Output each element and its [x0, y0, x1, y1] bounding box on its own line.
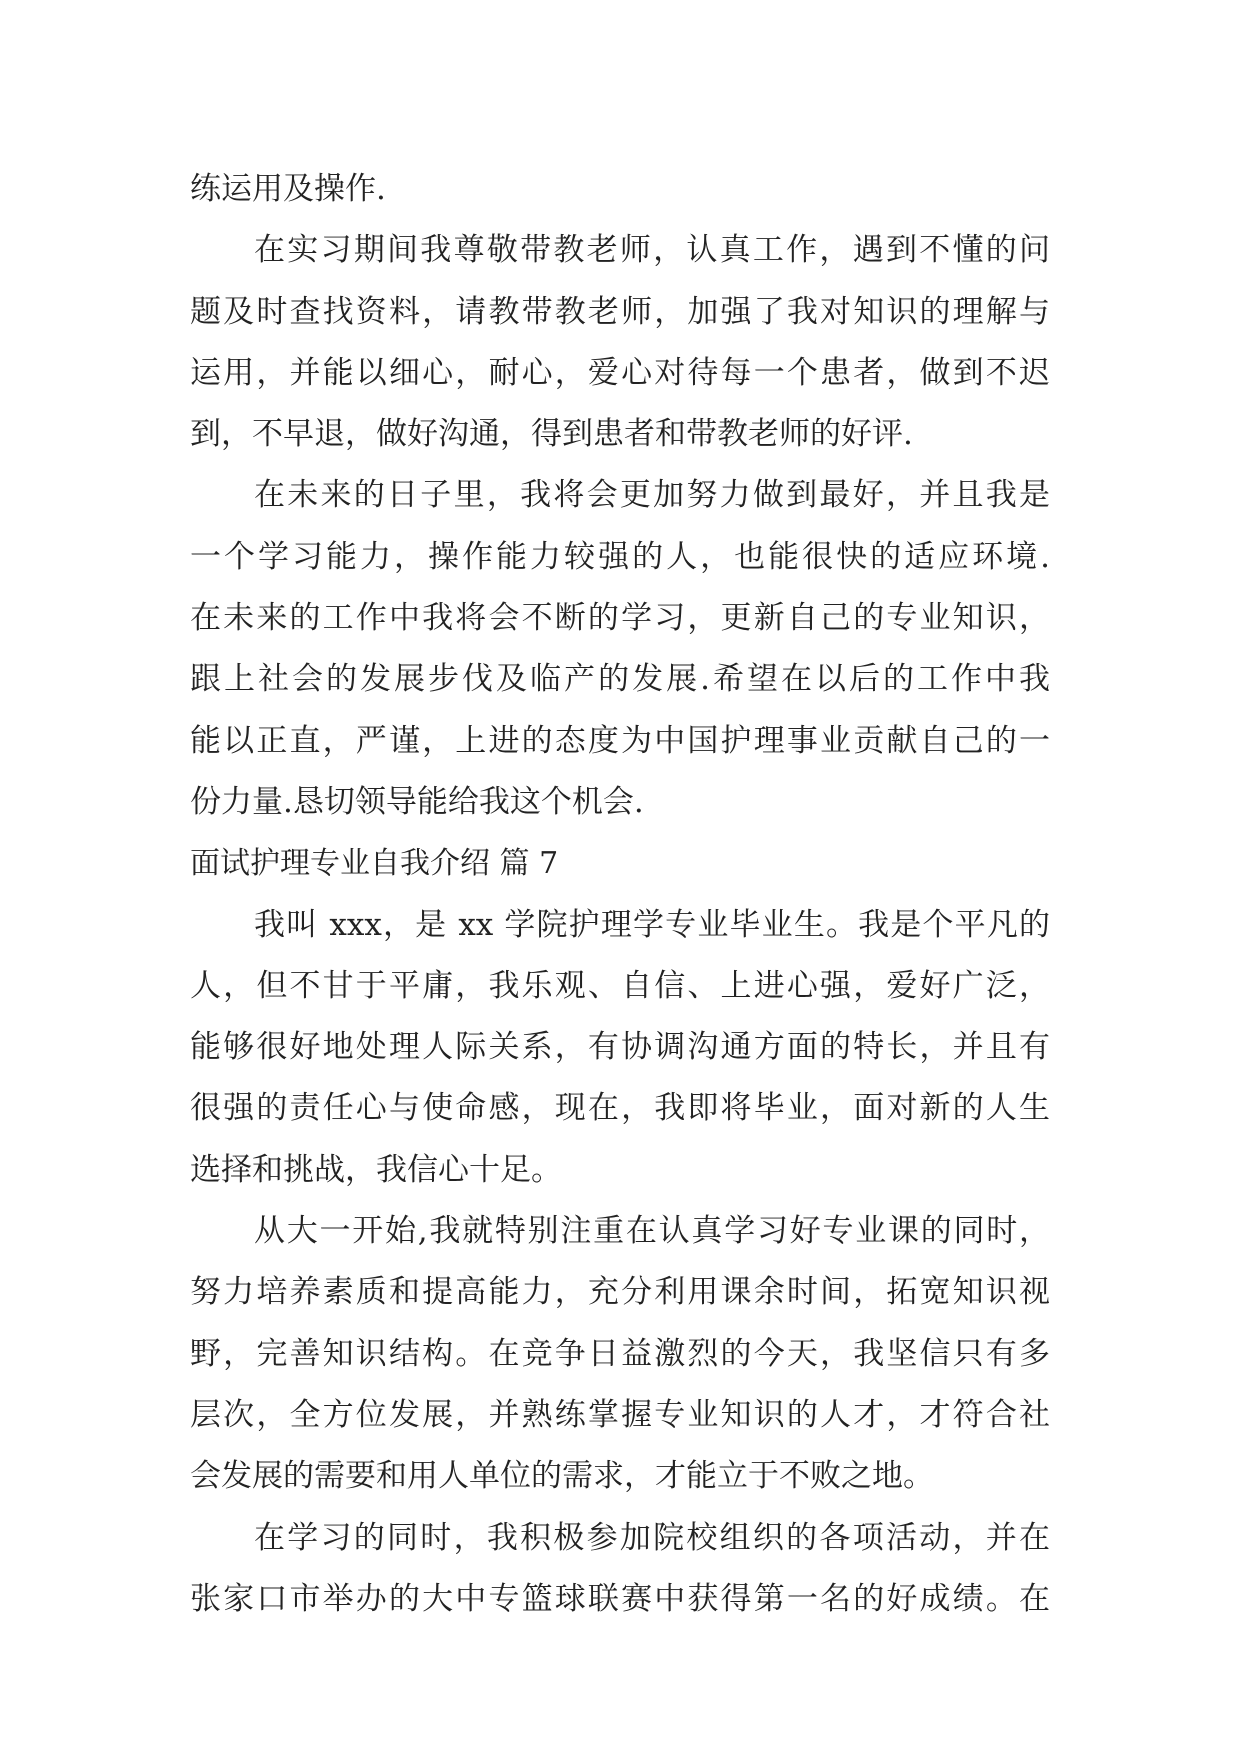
- text-line: 在实习期间我尊敬带教老师，认真工作，遇到不懂的问: [254, 232, 1050, 269]
- text-line: 会发展的需要和用人单位的需求，才能立于不败之地。: [190, 1458, 934, 1495]
- text-line: 份力量.恳切领导能给我这个机会.: [190, 783, 644, 820]
- text-line: 在未来的日子里，我将会更加努力做到最好，并且我是: [254, 477, 1050, 514]
- document-body: [190, 159, 1050, 1630]
- text-line: 张家口市举办的大中专篮球联赛中获得第一名的好成绩。在: [190, 1580, 1050, 1617]
- text-line: 从大一开始,我就特别注重在认真学习好专业课的同时，: [254, 1213, 1050, 1250]
- text-line: 层次，全方位发展，并熟练掌握专业知识的人才，才符合社: [190, 1396, 1050, 1433]
- text-line: 野，完善知识结构。在竞争日益激烈的今天，我坚信只有多: [190, 1335, 1050, 1372]
- text-line: 能以正直，严谨，上进的态度为中国护理事业贡献自己的一: [190, 722, 1050, 759]
- text-line: 运用，并能以细心，耐心，爱心对待每一个患者，做到不迟: [190, 354, 1050, 391]
- text-line: 很强的责任心与使命感，现在，我即将毕业，面对新的人生: [190, 1090, 1050, 1127]
- text-line: 人，但不甘于平庸，我乐观、自信、上进心强，爱好广泛，: [190, 967, 1050, 1004]
- text-line: 题及时查找资料，请教带教老师，加强了我对知识的理解与: [190, 293, 1050, 330]
- text-line: 到，不早退，做好沟通，得到患者和带教老师的好评.: [190, 416, 913, 453]
- text-line: 在未来的工作中我将会不断的学习，更新自己的专业知识，: [190, 600, 1050, 637]
- text-line: 我叫 xxx，是 xx 学院护理学专业毕业生。我是个平凡的: [254, 906, 1050, 943]
- text-line: 选择和挑战，我信心十足。: [190, 1151, 562, 1188]
- text-line: 在学习的同时，我积极参加院校组织的各项活动，并在: [254, 1519, 1050, 1556]
- text-line: 能够很好地处理人际关系，有协调沟通方面的特长，并且有: [190, 1029, 1050, 1066]
- text-line: 练运用及操作.: [190, 171, 386, 207]
- text-line: 努力培养素质和提高能力，充分利用课余时间，拓宽知识视: [190, 1274, 1050, 1311]
- text-line: 跟上社会的发展步伐及临产的发展.希望在以后的工作中我: [190, 661, 1050, 698]
- section-heading: 面试护理专业自我介绍 篇 7: [190, 846, 559, 882]
- text-line: 一个学习能力，操作能力较强的人，也能很快的适应环境.: [190, 538, 1050, 575]
